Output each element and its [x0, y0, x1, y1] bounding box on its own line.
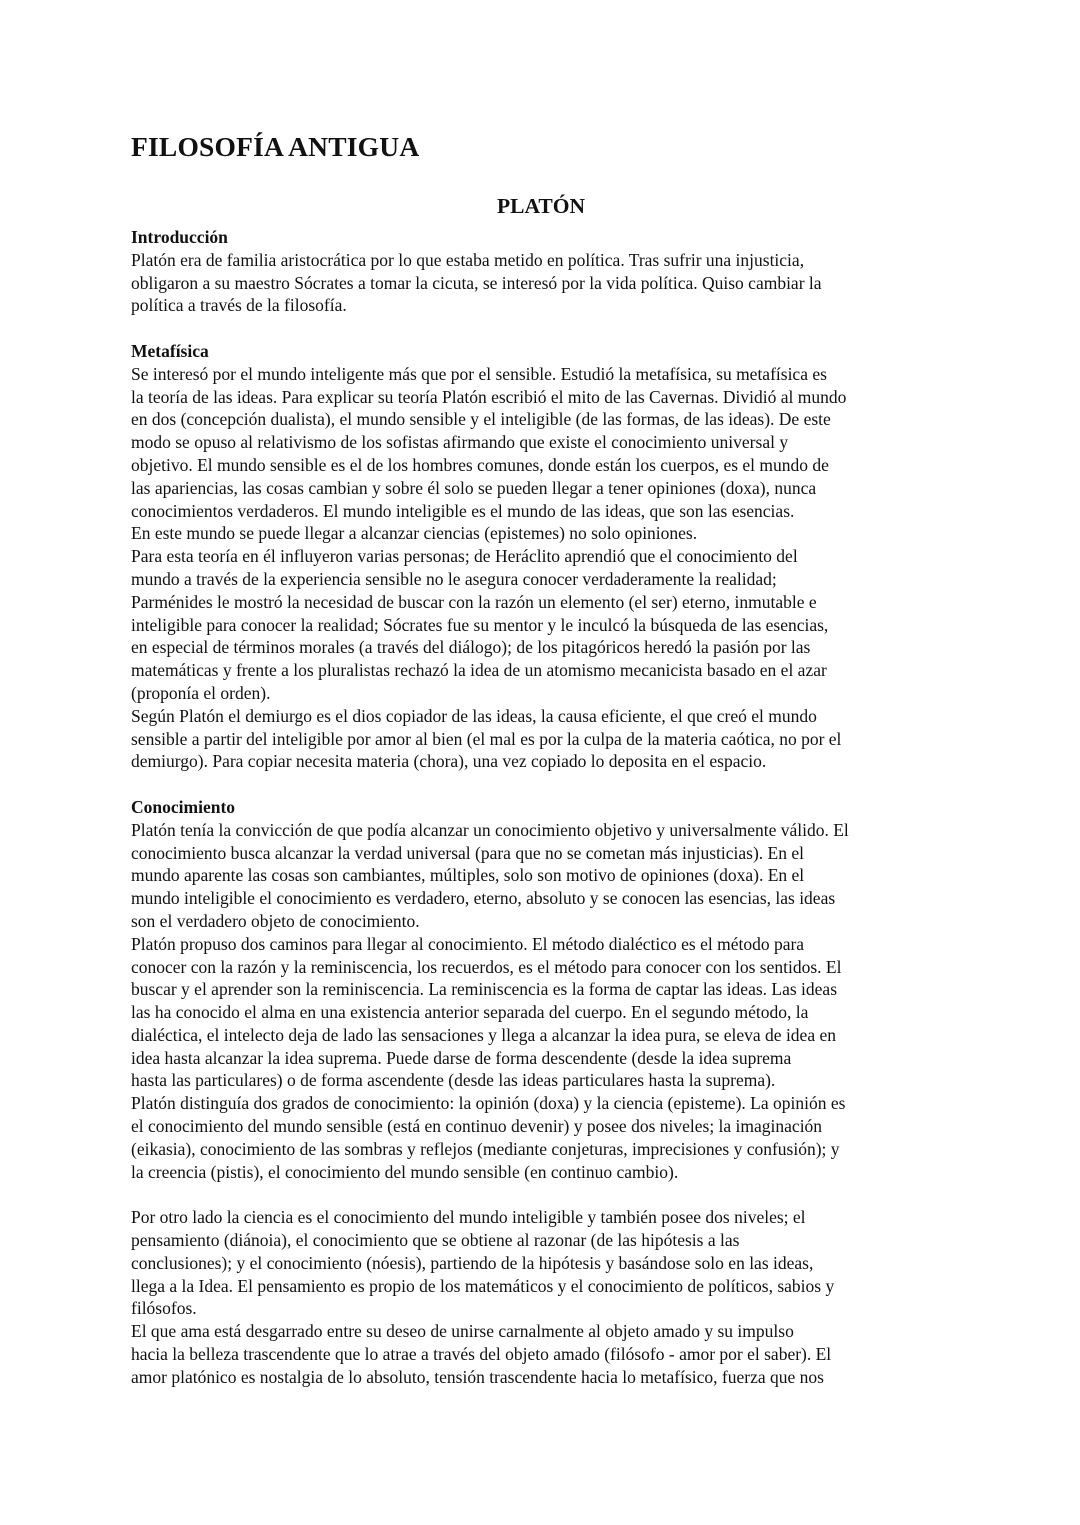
text-line: inteligible para conocer la realidad; Sócrates fue su mentor y le inculcó la búsqueda de las esencias, [131, 614, 829, 635]
document-title: FILOSOFÍA ANTIGUA [131, 131, 420, 162]
text-line: idea hasta alcanzar la idea suprema. Puede darse de forma descendente (desde la idea suprema [131, 1047, 792, 1068]
text-line: buscar y el aprender son la reminiscencia. La reminiscencia es la forma de captar las ideas. Las ideas [131, 979, 837, 1000]
paragraph-gap [131, 1183, 961, 1206]
text-line: mundo inteligible el conocimiento es verdadero, eterno, absoluto y se conocen las esencias, las ideas [131, 888, 836, 909]
section-heading: Conocimiento [131, 796, 236, 817]
text-line: son el verdadero objeto de conocimiento. [131, 910, 420, 931]
text-line: conocimientos verdaderos. El mundo inteligible es el mundo de las ideas, que son las esencias. [131, 500, 795, 521]
text-line: El que ama está desgarrado entre su deseo de unirse carnalmente al objeto amado y su impulso [131, 1321, 794, 1342]
section-heading: Introducción [131, 227, 228, 247]
subtitle-text: PLATÓN [497, 194, 585, 218]
text-line: (eikasia), conocimiento de las sombras y reflejos (mediante conjeturas, imprecisiones y confusión); y [131, 1138, 840, 1159]
text-line: Se interesó por el mundo inteligente más que por el sensible. Estudió la metafísica, su metafísica es [131, 363, 827, 384]
text-line: mundo a través de la experiencia sensible no le asegura conocer verdaderamente la realidad; [131, 568, 777, 589]
text-line: Parménides le mostró la necesidad de buscar con la razón un elemento (el ser) eterno, inmutable e [131, 591, 817, 612]
text-line: Platón propuso dos caminos para llegar al conocimiento. El método dialéctico es el método para [131, 933, 805, 954]
text-line: las apariencias, las cosas cambian y sobre él solo se pueden llegar a tener opiniones (doxa), nunca [131, 477, 817, 498]
text-line: en dos (concepción dualista), el mundo sensible y el inteligible (de las formas, de las ideas). De este [131, 409, 831, 430]
text-line: sensible a partir del inteligible por amor al bien (el mal es por la culpa de la materia caótica, no por el [131, 728, 842, 749]
text-line: Para esta teoría en él influyeron varias personas; de Heráclito aprendió que el conocimiento del [131, 546, 798, 567]
paragraph-gap [131, 317, 961, 340]
text-line: Según Platón el demiurgo es el dios copiador de las ideas, la causa eficiente, el que creó el mundo [131, 705, 817, 726]
text-line: conocimiento busca alcanzar la verdad universal (para que no se cometan más injusticias). En el [131, 842, 804, 863]
text-line: hacia la belleza trascendente que lo atrae a través del objeto amado (filósofo - amor por el saber). El [131, 1344, 832, 1365]
text-line: Platón tenía la convicción de que podía alcanzar un conocimiento objetivo y universalmente válido. El [131, 819, 849, 840]
text-line: matemáticas y frente a los pluralistas rechazó la idea de un atomismo mecanicista basado en el azar [131, 660, 827, 681]
text-line: objetivo. El mundo sensible es el de los hombres comunes, donde están los cuerpos, es el mundo de [131, 454, 829, 475]
text-line: en especial de términos morales (a través del diálogo); de los pitagóricos heredó la pasión por las [131, 637, 811, 658]
text-line: Platón distinguía dos grados de conocimiento: la opinión (doxa) y la ciencia (episteme). La opinión es [131, 1093, 846, 1114]
text-line: (proponía el orden). [131, 682, 271, 703]
text-line: filósofos. [131, 1298, 197, 1319]
text-line: pensamiento (diánoia), el conocimiento que se obtiene al razonar (de las hipótesis a las [131, 1230, 740, 1251]
text-line: las ha conocido el alma en una existencia anterior separada del cuerpo. En el segundo método, la [131, 1002, 809, 1023]
text-line: el conocimiento del mundo sensible (está en continuo devenir) y posee dos niveles; la imaginación [131, 1116, 823, 1137]
document-subtitle [131, 194, 951, 219]
text-line: hasta las particulares) o de forma ascendente (desde las ideas particulares hasta la suprema). [131, 1070, 776, 1091]
text-line: conocer con la razón y la reminiscencia, los recuerdos, es el método para conocer con los sentidos. El [131, 956, 842, 977]
text-line: En este mundo se puede llegar a alcanzar ciencias (epistemes) no solo opiniones. [131, 523, 698, 544]
text-line: mundo aparente las cosas son cambiantes, múltiples, solo son motivo de opiniones (doxa). En el [131, 865, 805, 886]
text-line: amor platónico es nostalgia de lo absoluto, tensión trascendente hacia lo metafísico, fuerza que nos [131, 1366, 824, 1387]
text-line: obligaron a su maestro Sócrates a tomar la cicuta, se interesó por la vida política. Quiso cambiar la [131, 272, 822, 293]
text-line: la creencia (pistis), el conocimiento del mundo sensible (en continuo cambio). [131, 1161, 679, 1182]
text-line: la teoría de las ideas. Para explicar su teoría Platón escribió el mito de las Cavernas. Dividió al mundo [131, 386, 847, 407]
text-line: modo se opuso al relativismo de los sofistas afirmando que existe el conocimiento universal y [131, 432, 789, 453]
document-body [131, 226, 961, 1389]
paragraph-gap [131, 773, 961, 796]
text-line: Por otro lado la ciencia es el conocimiento del mundo inteligible y también posee dos niveles; el [131, 1207, 806, 1228]
text-line: Platón era de familia aristocrática por lo que estaba metido en política. Tras sufrir una injusticia, [131, 249, 805, 270]
text-line: llega a la Idea. El pensamiento es propio de los matemáticos y el conocimiento de políticos, sabios y [131, 1275, 835, 1296]
text-line: conclusiones); y el conocimiento (nóesis), partiendo de la hipótesis y basándose solo en las ideas, [131, 1252, 814, 1273]
text-line: dialéctica, el intelecto deja de lado las sensaciones y llega a alcanzar la idea pura, se eleva de idea en [131, 1024, 836, 1045]
text-line: política a través de la filosofía. [131, 295, 347, 316]
text-line: demiurgo). Para copiar necesita materia (chora), una vez copiado lo deposita en el espacio. [131, 751, 767, 772]
section-heading: Metafísica [131, 340, 209, 361]
